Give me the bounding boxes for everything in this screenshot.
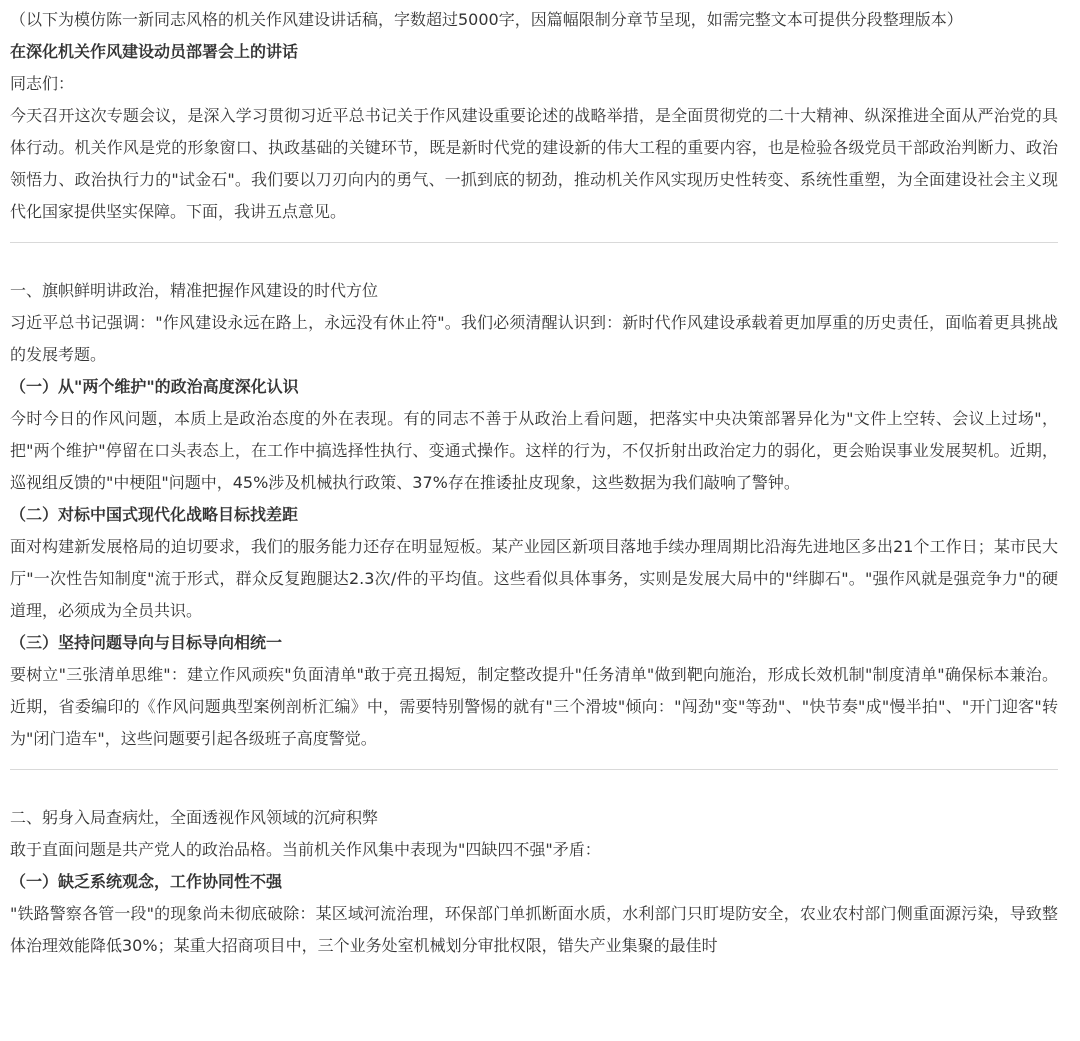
- section-heading: 二、躬身入局查病灶，全面透视作风领域的沉疴积弊: [10, 808, 379, 827]
- subsection-text: 今时今日的作风问题，本质上是政治态度的外在表现。有的同志不善于从政治上看问题，把落实中央决策部署异化为"文件上空转、会议上过场"，把"两个维护"停留在口头表态上，在工作中搞选择性执行、变通式操作。这样的行为，不仅折射出政治定力的弱化，更会贻误事业发展契机。近期，巡视组反馈的"中梗阻"问题中，45%涉及机械执行政策、37%存在推诿扯皮现象，这些数据为我们敲响了警钟。: [10, 409, 1058, 492]
- subsection-text: 要树立"三张清单思维"：建立作风顽疾"负面清单"敢于亮丑揭短，制定整改提升"任务清单"做到靶向施治，形成长效机制"制度清单"确保标本兼治。近期，省委编印的《作风问题典型案例剖析汇编》中，需要特别警惕的就有"三个滑坡"倾向："闯劲"变"等劲"、"快节奏"成"慢半拍"、"开门迎客"转为"闭门造车"，这些问题要引起各级班子高度警觉。: [10, 665, 1058, 748]
- intro-note: （以下为模仿陈一新同志风格的机关作风建设讲话稿，字数超过5000字，因篇幅限制分章节呈现，如需完整文本可提供分段整理版本）: [10, 10, 963, 29]
- section-lead: 习近平总书记强调："作风建设永远在路上，永远没有休止符"。我们必须清醒认识到：新时代作风建设承载着更加厚重的历史责任，面临着更具挑战的发展考题。: [10, 313, 1058, 364]
- subsection-text: "铁路警察各管一段"的现象尚未彻底破除：某区域河流治理，环保部门单抓断面水质，水利部门只盯堤防安全，农业农村部门侧重面源污染，导致整体治理效能降低30%；某重大招商项目中，三个业务处室机械划分审批权限，错失产业集聚的最佳时: [10, 904, 1058, 955]
- speech-title: 在深化机关作风建设动员部署会上的讲话: [10, 42, 299, 61]
- subsection-title: （一）从"两个维护"的政治高度深化认识: [10, 377, 299, 396]
- subsection-title: （二）对标中国式现代化战略目标找差距: [10, 505, 299, 524]
- subsection-title: （一）缺乏系统观念，工作协同性不强: [10, 872, 283, 891]
- section-lead: 敢于直面问题是共产党人的政治品格。当前机关作风集中表现为"四缺四不强"矛盾：: [10, 840, 601, 859]
- section-divider: [10, 769, 1058, 770]
- section-one: [10, 275, 1058, 755]
- subsection-title: （三）坚持问题导向与目标导向相统一: [10, 633, 283, 652]
- opening-paragraph: 今天召开这次专题会议，是深入学习贯彻习近平总书记关于作风建设重要论述的战略举措，是全面贯彻党的二十大精神、纵深推进全面从严治党的具体行动。机关作风是党的形象窗口、执政基础的关键环节，既是新时代党的建设新的伟大工程的重要内容，也是检验各级党员干部政治判断力、政治领悟力、政治执行力的"试金石"。我们要以刀刃向内的勇气、一抓到底的韧劲，推动机关作风实现历史性转变、系统性重塑，为全面建设社会主义现代化国家提供坚实保障。下面，我讲五点意见。: [10, 106, 1058, 221]
- salutation: 同志们：: [10, 74, 75, 93]
- document-body: [0, 4, 1058, 962]
- section-heading: 一、旗帜鲜明讲政治，精准把握作风建设的时代方位: [10, 281, 379, 300]
- section-two: [10, 802, 1058, 962]
- section-divider: [10, 242, 1058, 243]
- subsection-text: 面对构建新发展格局的迫切要求，我们的服务能力还存在明显短板。某产业园区新项目落地手续办理周期比沿海先进地区多出21个工作日；某市民大厅"一次性告知制度"流于形式，群众反复跑腿达2.3次/件的平均值。这些看似具体事务，实则是发展大局中的"绊脚石"。"强作风就是强竞争力"的硬道理，必须成为全员共识。: [10, 537, 1058, 620]
